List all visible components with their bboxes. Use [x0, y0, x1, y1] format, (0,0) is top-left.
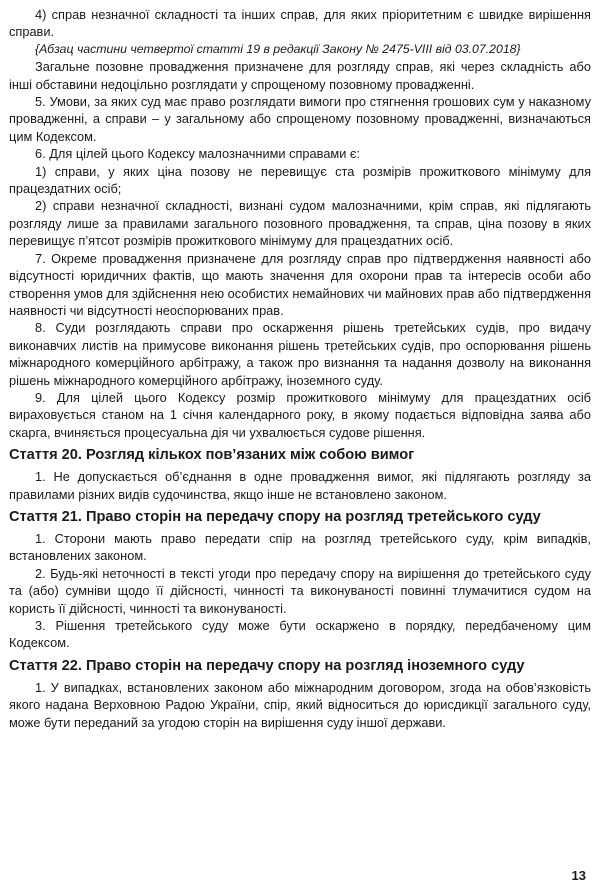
article-21-heading: Стаття 21. Право сторін на передачу спору на розгляд третейського суду	[9, 508, 541, 525]
paragraph-6-item-2: 2) справи незначної складності, визнані судом малозначними, крім справ, які підлягають розгляду лише за правилами загального позовного провадження, та справ, ціна позову в яких перевищує п’ятсот розмірів прожиткового мінімуму для працездатних осіб.	[9, 198, 591, 249]
paragraph-5: 5. Умови, за яких суд має право розглядати вимоги про стягнення грошових сум у наказному провадженні, а справи – у загальному або спрощеному позовному провадженні, визначаються цим Кодексом.	[9, 94, 591, 144]
paragraph-6: 6. Для цілей цього Кодексу малозначними справами є:	[35, 146, 361, 162]
article-21-paragraph-1: 1. Сторони мають право передати спір на розгляд третейського суду, крім випадків, встановлених законом.	[9, 530, 591, 564]
article-21-paragraph-2: 2. Будь-які неточності в тексті угоди про передачу спору на вирішення до третейського суду та (або) сумніви щодо її дійсності, чинності та виконуваності повинні тлумачитися судом на користь її дійсності, чинності та виконуваності.	[9, 565, 591, 616]
page-number: 13	[571, 868, 586, 883]
article-22-paragraph-1: 1. У випадках, встановлених законом або міжнародним договором, згода на обов’язковість якого надана Верховною Радою України, спір, який відноситься до юрисдикції загального суду, може бути переданий за угодою сторін на вирішення суду іншої держави.	[9, 679, 591, 730]
article-21-paragraph-3: 3. Рішення третейського суду може бути оскаржено в порядку, передбаченому цим Кодексом.	[9, 618, 591, 651]
article-22-heading: Стаття 22. Право сторін на передачу спору на розгляд іноземного суду	[9, 657, 525, 674]
amendment-note: {Абзац частини четвертої статті 19 в редакції Закону № 2475-VIII від 03.07.2018}	[35, 41, 521, 56]
paragraph-general-proceedings: Загальне позовне провадження призначене для розгляду справ, які через складність або інші обставини недоцільно розглядати у спрощеному позовному провадженні.	[9, 59, 591, 92]
paragraph-6-item-1: 1) справи, у яких ціна позову не перевищує ста розмірів прожиткового мінімуму для працездатних осіб;	[9, 163, 591, 197]
paragraph-7: 7. Окреме провадження призначене для розгляду справ про підтвердження наявності або відсутності юридичних фактів, що мають значення для охорони прав та інтересів особи або створення умов для здійснення нею особистих немайнових чи майнових прав або підтвердження наявності чи відсутності неоспорюваних прав.	[9, 250, 591, 318]
list-item-4-simple-cases: 4) справ незначної складності та інших справ, для яких пріоритетним є швидке вирішення справи.	[9, 7, 591, 40]
paragraph-9: 9. Для цілей цього Кодексу розмір прожиткового мінімуму для працездатних осіб вираховується станом на 1 січня календарного року, в якому подається відповідна заява або скарга, вчиняється процесуальна дія чи ухвалюється судове рішення.	[9, 389, 591, 440]
article-20-heading: Стаття 20. Розгляд кількох пов’язаних між собою вимог	[9, 447, 415, 464]
paragraph-8: 8. Суди розглядають справи про оскарження рішень третейських судів, про видачу виконавчих листів на примусове виконання рішень третейських судів, про оспорювання рішень міжнародного комерційного арбітражу, а також про визнання та надання дозволу на виконання рішень міжнародного комерційного арбітражу, іноземного суду.	[9, 320, 591, 388]
article-20-paragraph-1: 1. Не допускається об’єднання в одне провадження вимог, які підлягають розгляду за правилами різних видів судочинства, якщо інше не встановлено законом.	[9, 469, 591, 502]
text-column	[9, 6, 591, 731]
